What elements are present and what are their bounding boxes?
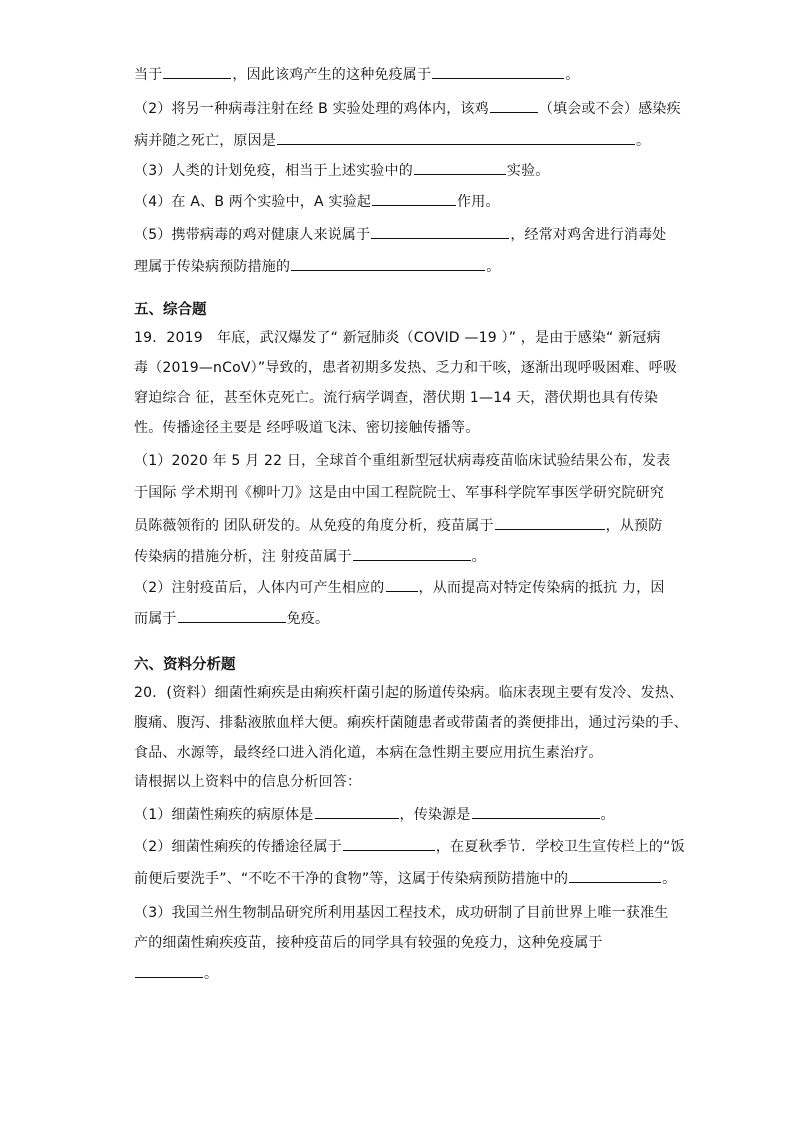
q20-sub2-line-2: 前便后要洗手”、“不吃不干净的食物”等，这属于传染病预防措施中的 。 [134,868,676,889]
answer-blank[interactable] [315,804,399,819]
q19-line-3: 窘迫综合 征，甚至休克死亡。流行病学调查，潜伏期 1—14 天，潜伏期也具有传染 [134,390,659,406]
q20-sub2-line-1: （2）细菌性痢疾的传播途径属于 ，在夏秋季节．学校卫生宣传栏上的“饭 [134,836,685,857]
section-5-title: 五、综合题 [134,302,207,318]
q19-line-9: （2）注射疫苗后，人体内可产生相应的 ，从而提高对特定传染病的抵抗 力，因 [134,577,665,598]
answer-blank[interactable] [495,515,605,530]
q19-line-7: 员陈薇领衔的 团队研发的。从免疫的角度分析，疫苗属于 ，从预防 [134,515,662,536]
answer-blank[interactable] [343,836,435,851]
answer-blank[interactable] [472,804,600,819]
answer-blank[interactable] [569,868,661,883]
q20-line-3: 食品、水源等，最终经口进入消化道，本病在急性期主要应用抗生素治疗。 [134,745,603,761]
answer-blank[interactable] [386,577,418,592]
q19-line-1: 19．2019 年底，武汉爆发了“ 新冠肺炎（COVID —19 ）” ，是由于感染“ 新冠病 [134,330,661,346]
answer-blank[interactable] [414,160,506,175]
answer-blank[interactable] [135,963,203,978]
q18-sub5-line-2: 理属于传染病预防措施的 。 [134,256,500,277]
q19-line-10: 而属于 免疫。 [134,608,329,629]
q19-line-8: 传染病的措施分析，注 射疫苗属于 。 [134,546,486,567]
q19-line-2: 毒（2019—nCoV）”导致的，患者初期多发热、乏力和干咳，逐渐出现呼吸困难、呼吸 [134,360,678,376]
q20-sub3-line-1: （3）我国兰州生物制品研究所利用基因工程技术，成功研制了目前世界上唯一获准生 [134,905,669,921]
q20-line-4: 请根据以上资料中的信息分析回答： [134,774,362,790]
answer-blank[interactable] [372,191,456,206]
answer-blank[interactable] [291,256,485,271]
q18-line-1: 当于 ，因此该鸡产生的这种免疫属于 。 [134,64,579,85]
q18-sub5-line-1: （5）携带病毒的鸡对健康人来说属于 ，经常对鸡舍进行消毒处 [134,224,667,245]
q20-line-1: 20．(资料）细菌性痢疾是由痢疾杆菌引起的肠道传染病。临床表现主要有发冷、发热、 [134,685,684,701]
answer-blank[interactable] [178,608,286,623]
q20-sub3-line-3: 。 [134,963,218,984]
q19-line-6: 于国际 学术期刊《柳叶刀》这是由中国工程院院士、军事科学院军事医学研究院研究 [134,485,665,501]
q20-sub1: （1）细菌性痢疾的病原体是 ，传染源是 。 [134,804,615,825]
q20-line-2: 腹痛、腹泻、排黏液脓血样大便。痢疾杆菌随患者或带菌者的粪便排出，通过污染的手、 [134,715,688,731]
answer-blank[interactable] [277,130,635,145]
answer-blank[interactable] [371,224,509,239]
answer-blank[interactable] [163,64,231,79]
answer-blank[interactable] [490,98,538,113]
answer-blank[interactable] [353,546,471,561]
q20-sub3-line-2: 产的细菌性痢疾疫苗，接种疫苗后的同学具有较强的免疫力，这种免疫属于 [134,935,603,951]
q19-line-5: （1）2020 年 5 月 22 日，全球首个重组新型冠状病毒疫苗临床试验结果公布，发表 [134,453,671,469]
answer-blank[interactable] [432,64,564,79]
q18-sub3: （3）人类的计划免疫，相当于上述实验中的 实验。 [134,160,550,181]
section-6-title: 六、资料分析题 [134,657,236,673]
q19-line-4: 性。传播途径主要是 经呼吸道飞沫、密切接触传播等。 [134,420,480,436]
q18-sub4: （4）在 A、B 两个实验中，A 实验起 作用。 [134,191,500,212]
q18-sub2-line-1: （2）将另一种病毒注射在经 B 实验处理的鸡体内，该鸡 （填会或不会）感染疾 [134,98,681,119]
q18-sub2-line-2: 病并随之死亡，原因是 。 [134,130,650,151]
